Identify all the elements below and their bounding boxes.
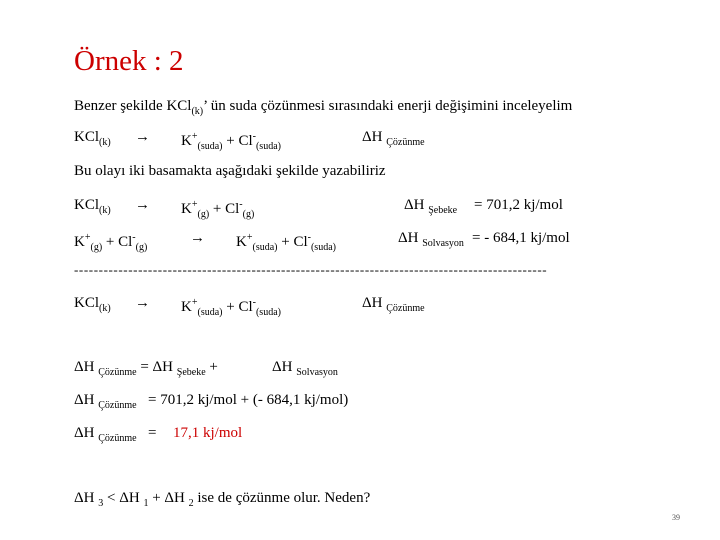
summary-rhs: $K^+_{(suda)} + Cl^-_{(suda)}$ xyxy=(181,297,281,318)
step1-value: = 701,2 kj/mol xyxy=(474,197,563,213)
calc2-expr: = 701,2 kj/mol + (- 684,1 kj/mol) xyxy=(148,392,349,408)
step2-value: = - 684,1 kj/mol xyxy=(472,230,570,246)
summary-arrow: → xyxy=(135,295,150,311)
delta-h-dissolution: ΔH $_{Çözünme}$ xyxy=(362,129,425,148)
reaction-rhs: $K^+_{(suda)} + Cl^-_{(suda)}$ xyxy=(181,131,281,152)
step2-delta-h: ΔH $_{Solvasyon}$ xyxy=(398,230,464,249)
question-text: ΔH $_3$ < ΔH $_1$ + ΔH $_2$ ise de çözünme olur. Neden? xyxy=(74,490,371,509)
reaction-arrow: → xyxy=(135,129,150,145)
calc3-dh: ΔH $_{Çözünme}$ xyxy=(74,425,137,444)
slide-title: Örnek : 2 xyxy=(74,45,184,77)
calc2-dh: ΔH $_{Çözünme}$ xyxy=(74,392,137,411)
page-number: 39 xyxy=(672,513,680,522)
step1-rhs: $K^+_{(g)} + Cl^-_{(g)}$ xyxy=(181,199,255,220)
calc3-result: 17,1 kj/mol xyxy=(173,425,243,441)
step1-arrow: → xyxy=(135,197,150,213)
step1-lhs: KCl$_{(k)}$ xyxy=(74,197,111,216)
step1-delta-h: ΔH $_{Şebeke}$ xyxy=(404,197,458,216)
step2-rhs: $K^+_{(suda)} + Cl^-_{(suda)}$ xyxy=(236,232,336,253)
calc1-dh: ΔH $_{Çözünme}$ = ΔH $_{Şebeke}$ + xyxy=(74,359,218,378)
calc3-eq: = xyxy=(148,425,157,441)
separator-line: ------------------------------------------------------------------------------------------------ xyxy=(74,262,548,277)
intro-text: Benzer şekilde KCl$_{(k)}$’ ün suda çözünmesi sırasındaki enerji değişimini inceleyelim xyxy=(74,98,573,117)
step2-lhs: $K^+_{(g)} + Cl^-_{(g)}$ xyxy=(74,232,148,253)
step-text: Bu olayı iki basamakta aşağıdaki şekilde yazabiliriz xyxy=(74,163,386,179)
summary-delta-h: ΔH $_{Çözünme}$ xyxy=(362,295,425,314)
reaction-lhs: KCl$_{(k)}$ xyxy=(74,129,111,148)
summary-lhs: KCl$_{(k)}$ xyxy=(74,295,111,314)
calc1-solvation: ΔH $_{Solvasyon}$ xyxy=(272,359,338,378)
step2-arrow: → xyxy=(190,230,205,246)
